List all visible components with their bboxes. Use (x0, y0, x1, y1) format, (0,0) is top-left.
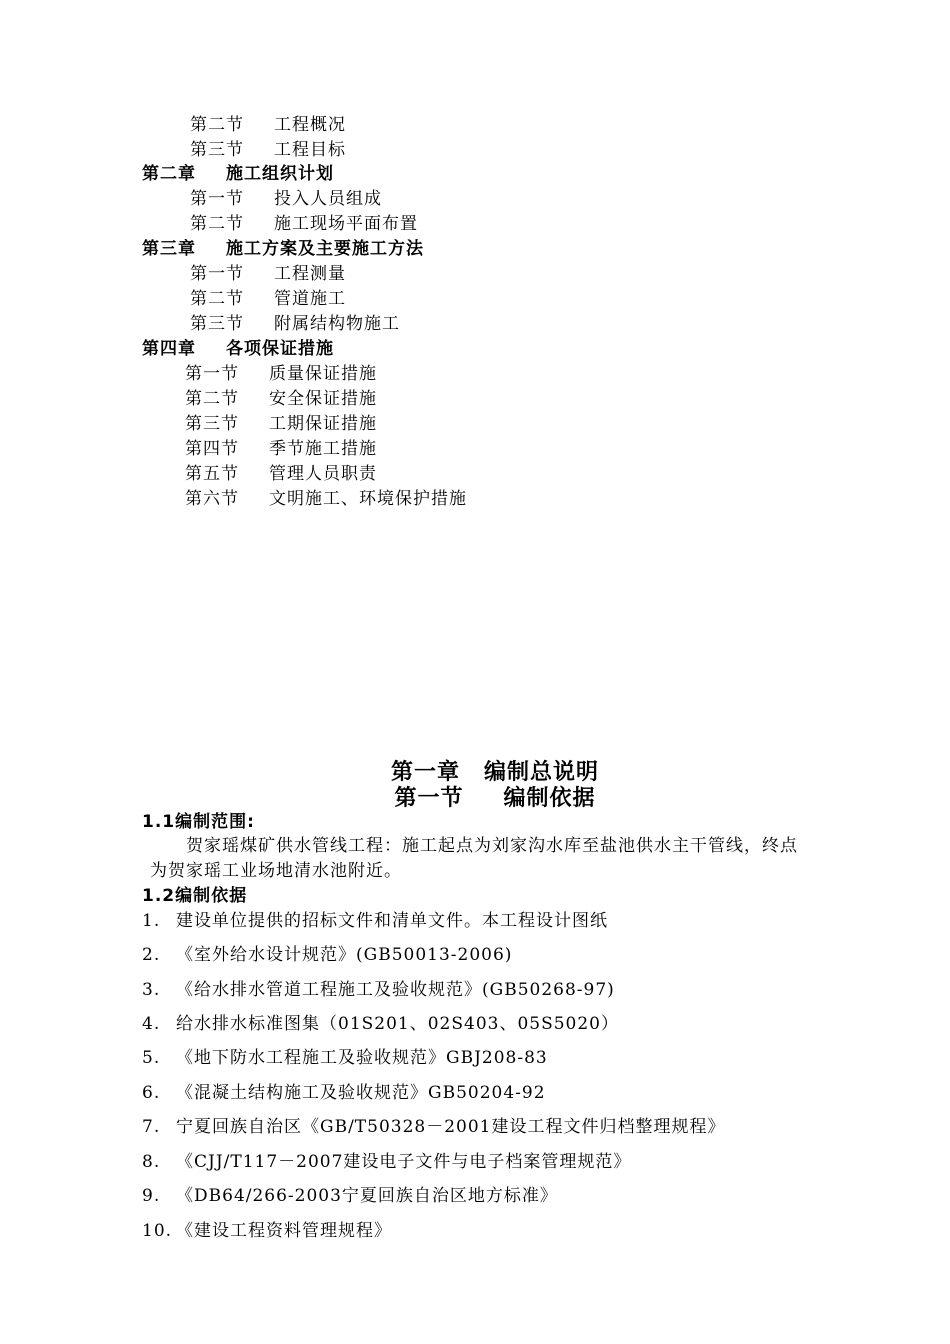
list-item-number: 1. (142, 911, 161, 931)
list-item (142, 1220, 392, 1242)
toc-entry (185, 388, 377, 410)
toc-label: 第二节 (190, 115, 244, 135)
list-item-text: 给水排水标准图集（01S201、02S403、05S5020） (176, 1014, 619, 1034)
toc-title: 文明施工、环境保护措施 (269, 489, 467, 509)
toc-entry (190, 263, 346, 285)
toc-entry (185, 363, 377, 385)
toc-entry (190, 139, 346, 161)
toc-entry (190, 313, 400, 335)
toc-label: 第三章 (142, 239, 196, 259)
list-item (142, 910, 608, 932)
toc-title: 工程测量 (274, 264, 346, 284)
list-item-number: 8. (142, 1152, 161, 1172)
toc-title: 施工组织计划 (226, 164, 334, 184)
list-item-number: 4. (142, 1014, 161, 1034)
toc-title: 各项保证措施 (226, 339, 334, 359)
toc-title: 季节施工措施 (269, 439, 377, 459)
scope-paragraph-line: 为贺家瑶工业场地清水池附近。 (150, 861, 402, 881)
list-item (142, 944, 512, 966)
scope-heading: 1.1编制范围: (142, 812, 255, 832)
list-item (142, 1082, 546, 1104)
toc-chapter (142, 338, 334, 360)
list-item (142, 1047, 548, 1069)
list-item-number: 3. (142, 980, 161, 1000)
toc-entry (185, 463, 377, 485)
toc-title: 施工方案及主要施工方法 (226, 239, 424, 259)
section-heading-title: 编制依据 (503, 786, 596, 811)
basis-heading: 1.2编制依据 (142, 886, 248, 906)
list-item (142, 1185, 558, 1207)
list-item-number: 10. (142, 1221, 173, 1241)
toc-label: 第一节 (185, 364, 239, 384)
list-item-text: 《DB64/266-2003宁夏回族自治区地方标准》 (176, 1186, 558, 1206)
toc-title: 管道施工 (274, 289, 346, 309)
section-heading-label: 第一节 (394, 786, 464, 811)
toc-label: 第一节 (190, 189, 244, 209)
toc-entry (185, 413, 377, 435)
toc-entry (190, 188, 382, 210)
toc-entry (185, 438, 377, 460)
list-item-number: 9. (142, 1186, 161, 1206)
list-item-text: 《混凝土结构施工及验收规范》GB50204-92 (176, 1083, 546, 1103)
toc-title: 工程概况 (274, 115, 346, 135)
toc-label: 第二节 (190, 289, 244, 309)
chapter-heading-label: 第一章 (390, 760, 460, 785)
toc-label: 第二节 (185, 389, 239, 409)
chapter-heading (0, 760, 950, 786)
toc-label: 第四章 (142, 339, 196, 359)
toc-entry (190, 288, 346, 310)
list-item-text: 《给水排水管道工程施工及验收规范》(GB50268-97) (176, 980, 615, 1000)
toc-chapter (142, 163, 334, 185)
toc-label: 第三节 (190, 314, 244, 334)
toc-label: 第三节 (185, 414, 239, 434)
toc-label: 第二节 (190, 214, 244, 234)
list-item-text: 《地下防水工程施工及验收规范》GBJ208-83 (176, 1048, 548, 1068)
toc-entry (190, 213, 418, 235)
list-item-number: 7. (142, 1117, 161, 1137)
toc-title: 施工现场平面布置 (274, 214, 418, 234)
toc-title: 工程目标 (274, 140, 346, 160)
list-item (142, 1013, 619, 1035)
toc-title: 质量保证措施 (269, 364, 377, 384)
toc-title: 附属结构物施工 (274, 314, 400, 334)
toc-label: 第五节 (185, 464, 239, 484)
toc-title: 安全保证措施 (269, 389, 377, 409)
toc-title: 投入人员组成 (274, 189, 382, 209)
list-item-text: 《室外给水设计规范》(GB50013-2006) (176, 945, 513, 965)
toc-label: 第六节 (185, 489, 239, 509)
list-item (142, 1116, 725, 1138)
section-heading (0, 786, 950, 812)
toc-entry (190, 114, 346, 136)
list-item (142, 1151, 631, 1173)
list-item-text: 建设单位提供的招标文件和清单文件。本工程设计图纸 (176, 911, 608, 931)
list-item-number: 5. (142, 1048, 161, 1068)
toc-label: 第二章 (142, 164, 196, 184)
scope-paragraph-line: 贺家瑶煤矿供水管线工程：施工起点为刘家沟水库至盐池供水主干管线，终点 (186, 836, 798, 856)
toc-title: 工期保证措施 (269, 414, 377, 434)
list-item-text: 《建设工程资料管理规程》 (176, 1221, 392, 1241)
chapter-heading-title: 编制总说明 (484, 760, 600, 785)
list-item-number: 2. (142, 945, 161, 965)
toc-title: 管理人员职责 (269, 464, 377, 484)
toc-chapter (142, 238, 424, 260)
toc-label: 第三节 (190, 140, 244, 160)
list-item (142, 979, 615, 1001)
list-item-text: 宁夏回族自治区《GB/T50328－2001建设工程文件归档整理规程》 (176, 1117, 726, 1137)
toc-entry (185, 488, 467, 510)
list-item-text: 《CJJ/T117－2007建设电子文件与电子档案管理规范》 (176, 1152, 632, 1172)
toc-label: 第四节 (185, 439, 239, 459)
toc-label: 第一节 (190, 264, 244, 284)
list-item-number: 6. (142, 1083, 161, 1103)
